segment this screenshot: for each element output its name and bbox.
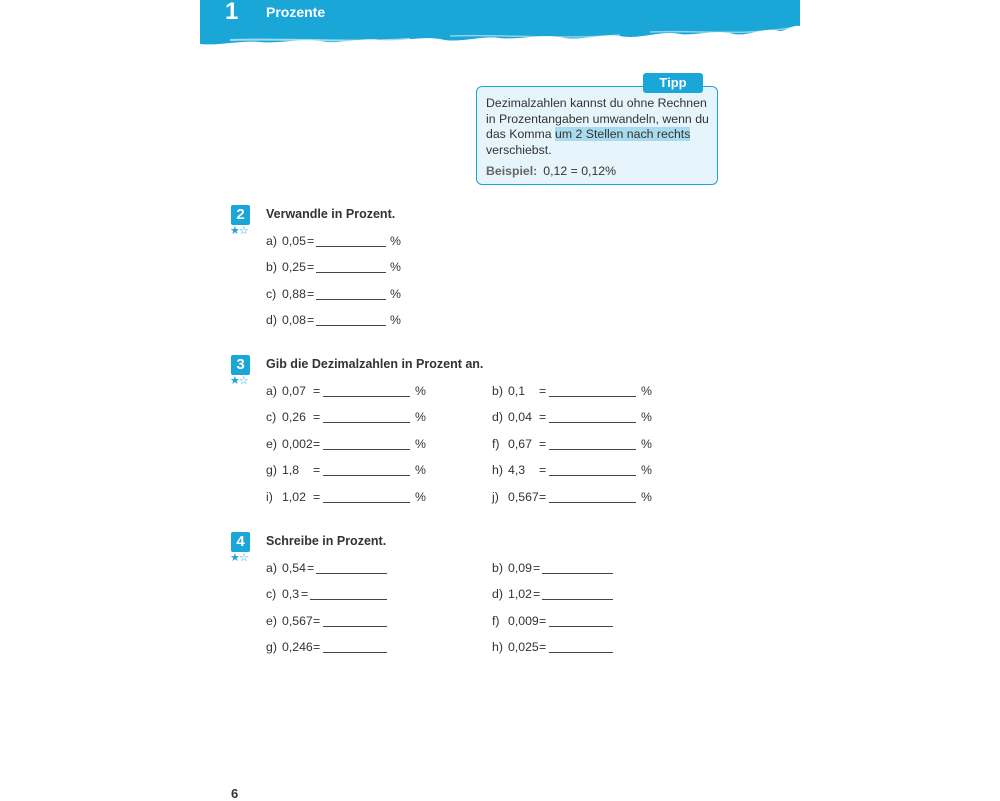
exercise-4-item-e: e) 0,567 = [266, 613, 396, 629]
answer-line[interactable] [323, 422, 410, 423]
answer-line[interactable] [549, 396, 636, 397]
exercise-4-stars: ★☆ [230, 552, 248, 564]
exercise-3-item-b: b) 0,1 = % [492, 384, 652, 398]
exercise-3-stars: ★☆ [230, 375, 248, 387]
exercise-2-item-d: d) 0,08 = % [266, 313, 401, 327]
answer-line[interactable] [323, 396, 410, 397]
exercise-2-item-b: b) 0,25 = % [266, 260, 401, 274]
exercise-2-item-a: a) 0,05 = % [266, 234, 401, 248]
answer-line[interactable] [316, 325, 386, 326]
exercise-4-item-a: a) 0,54 = [266, 560, 396, 576]
answer-line[interactable] [323, 475, 410, 476]
tipp-text-before: Dezimalzahlen kannst du ohne Rechnen in Prozentangaben umwandeln, wenn du das Komma [486, 96, 709, 141]
exercise-3-item-g: g) 1,8 = % [266, 463, 426, 477]
exercise-4-item-g: g) 0,246 = [266, 639, 396, 655]
chapter-number: 1 [225, 0, 239, 25]
tipp-example [486, 164, 616, 178]
exercise-2-number: 2 [231, 205, 250, 225]
exercise-4-item-f: f) 0,009 = [492, 613, 622, 629]
answer-line[interactable] [549, 652, 613, 653]
tipp-text-after: verschiebst. [486, 142, 552, 157]
exercise-3-item-h: h) 4,3 = % [492, 463, 652, 477]
exercise-3-item-e: e) 0,002 = % [266, 437, 426, 451]
answer-line[interactable] [549, 475, 636, 476]
answer-line[interactable] [549, 502, 636, 503]
exercise-3-title: Gib die Dezimalzahlen in Prozent an. [266, 357, 484, 371]
answer-line[interactable] [316, 573, 387, 574]
exercise-3-item-f: f) 0,67 = % [492, 437, 652, 451]
exercise-3-item-i: i) 1,02 = % [266, 490, 426, 504]
answer-line[interactable] [549, 422, 636, 423]
exercise-3-item-c: c) 0,26 = % [266, 410, 426, 424]
tipp-example-label: Beispiel: [486, 164, 538, 178]
exercise-3-item-d: d) 0,04 = % [492, 410, 652, 424]
answer-line[interactable] [323, 502, 410, 503]
chapter-title: Prozente [266, 4, 326, 20]
answer-line[interactable] [549, 449, 636, 450]
exercise-2-stars: ★☆ [230, 225, 248, 237]
exercise-4-title: Schreibe in Prozent. [266, 534, 387, 548]
answer-line[interactable] [310, 599, 387, 600]
exercise-4-item-d: d) 1,02 = [492, 586, 622, 602]
exercise-2-title: Verwandle in Prozent. [266, 207, 396, 221]
answer-line[interactable] [323, 449, 410, 450]
answer-line[interactable] [542, 599, 613, 600]
tipp-text [486, 96, 712, 158]
exercise-3-item-j: j) 0,567 = % [492, 490, 652, 504]
answer-line[interactable] [316, 246, 386, 247]
exercise-4-item-b: b) 0,09 = [492, 560, 622, 576]
answer-line[interactable] [549, 626, 613, 627]
answer-line[interactable] [323, 626, 387, 627]
exercise-4-item-c: c) 0,3 = [266, 586, 396, 602]
answer-line[interactable] [316, 272, 386, 273]
answer-line[interactable] [542, 573, 613, 574]
tipp-text-highlight: um 2 Stellen nach rechts [555, 127, 691, 141]
exercise-3-item-a: a) 0,07 = % [266, 384, 426, 398]
exercise-4-number: 4 [231, 532, 250, 552]
answer-line[interactable] [316, 299, 386, 300]
exercise-2-item-c: c) 0,88 = % [266, 287, 401, 301]
exercise-4-item-h: h) 0,025 = [492, 639, 622, 655]
exercise-3-number: 3 [231, 355, 250, 375]
page-number: 6 [231, 786, 239, 801]
answer-line[interactable] [323, 652, 387, 653]
tipp-label: Tipp [643, 73, 703, 93]
tipp-example-text: 0,12 = 0,12% [543, 164, 617, 178]
